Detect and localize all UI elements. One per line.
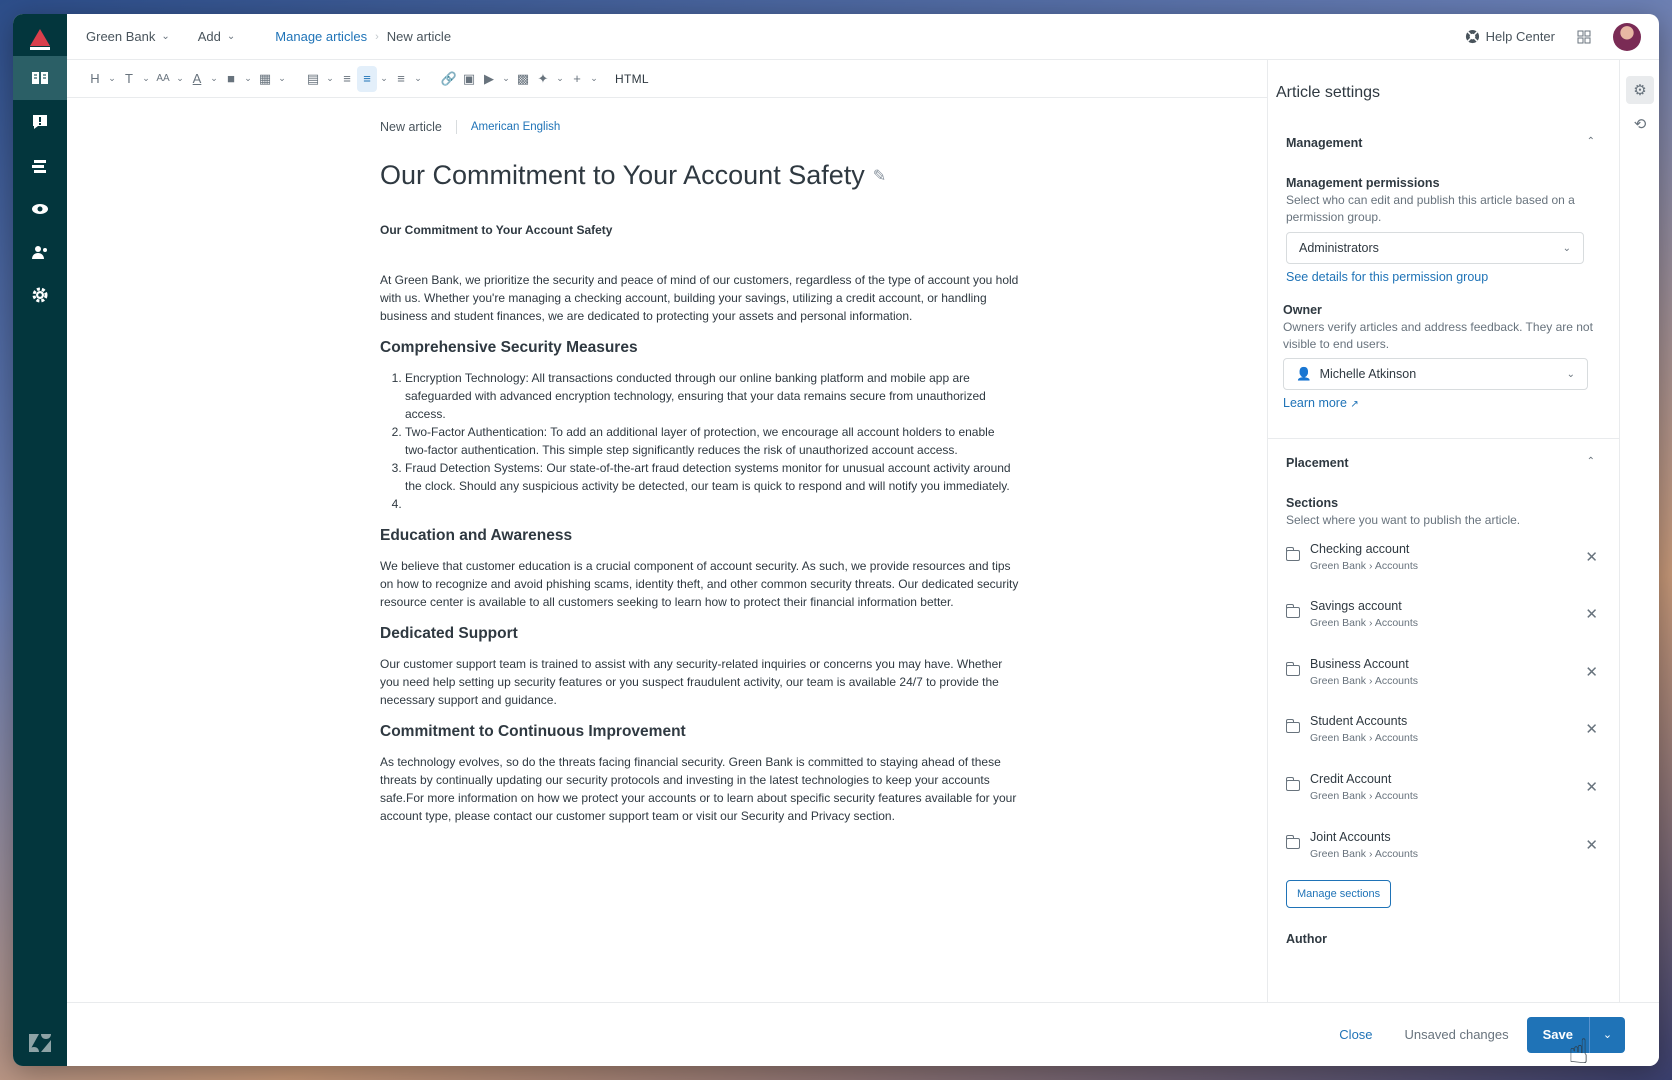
author-label: Author (1286, 932, 1327, 946)
align-icon[interactable]: ≡ (397, 71, 405, 86)
chevron-down-icon: ⌄ (1562, 242, 1571, 254)
section-item (1286, 599, 1604, 639)
add-menu[interactable] (198, 29, 236, 44)
section-name: Student Accounts (1310, 714, 1408, 728)
code-block-icon[interactable]: ▤ (306, 70, 320, 86)
paragraph-improvement: As technology evolves, so do the threats facing financial security. Green Bank is committed to staying ahead of these threats by continually updating our security protocols and investing in the latest technologies to keep your accounts safe.For more information on how we protect your accounts or to learn about specific security features available for your account type, please contact our customer support team or visit our Security and Privacy section. (380, 755, 1017, 823)
list-item: 3. Fraud Detection Systems: Our state-of-the-art fraud detection systems monitor for unusual account activity around the clock. Should any suspicious activity be detected, our team is quick to respond and will notify you immediately. (405, 459, 1020, 495)
list-item (405, 495, 1020, 513)
learn-more-label: Learn more (1283, 396, 1347, 410)
breadcrumb (235, 29, 451, 44)
section-path: Green Bank › Accounts (1310, 675, 1419, 687)
folder-icon (1286, 665, 1300, 676)
pointer-cursor-icon: ☝ (1568, 1033, 1589, 1066)
permissions-label: Management permissions (1286, 176, 1440, 190)
user-avatar[interactable] (1613, 23, 1641, 51)
section-path: Green Bank › Accounts (1310, 560, 1419, 572)
save-options-chevron-icon[interactable]: ⌄ (1589, 1017, 1625, 1053)
chevron-down-icon[interactable]: ⌄ (210, 73, 218, 83)
list-item: 1. Encryption Technology: All transactions conducted through our online banking platform and mobile app are safeguarded with advanced encryption technology, ensuring that your data remains secure from unauthorized access. (405, 369, 1020, 423)
chevron-down-icon[interactable]: ⌄ (380, 73, 388, 83)
top-bar (67, 14, 1659, 60)
close-button[interactable]: Close (1339, 1027, 1373, 1042)
chevron-down-icon[interactable]: ⌄ (590, 73, 598, 83)
apps-grid-icon[interactable] (1577, 30, 1591, 44)
remove-section-icon[interactable]: ✕ (1585, 837, 1598, 854)
language-selector[interactable]: American English (470, 121, 561, 133)
font-size-icon[interactable]: AA (156, 73, 170, 84)
chevron-down-icon: ⌄ (161, 31, 170, 42)
owner-select[interactable] (1283, 358, 1588, 390)
owner-hint: Owners verify articles and address feedback. They are not visible to end users. (1283, 320, 1593, 351)
chevron-down-icon[interactable]: ⌄ (414, 73, 422, 83)
list-item: 2. Two-Factor Authentication: To add an additional layer of protection, we encourage all account holders to enable two-factor authentication. This simple step significantly reduces the risk of unauthorized account access. (405, 423, 1020, 459)
section-path: Green Bank › Accounts (1310, 732, 1419, 744)
chevron-down-icon[interactable]: ⌄ (244, 73, 252, 83)
article-status: New article (380, 120, 457, 134)
breadcrumb-manage-articles[interactable]: Manage articles (275, 29, 368, 44)
section-divider (1268, 438, 1619, 439)
chevron-down-icon[interactable]: ⌄ (176, 73, 184, 83)
chevron-up-icon[interactable]: ⌃ (1586, 456, 1595, 467)
link-icon[interactable]: 🔗 (440, 70, 458, 86)
article-title[interactable]: Our Commitment to Your Account Safety (380, 160, 865, 190)
body-title: Our Commitment to Your Account Safety (380, 223, 613, 237)
panel-switcher (1619, 60, 1659, 1002)
paragraph-education: We believe that customer education is a crucial component of account security. As such, we provide resources and tips on how to recognize and avoid phishing scams, identity theft, and other common security threats. Our dedicated security resource center is available to all customers seeking to learn how to protect their financial information better. (380, 559, 1019, 609)
folder-icon (1286, 607, 1300, 618)
nav-knowledge-icon[interactable] (13, 56, 67, 100)
remove-section-icon[interactable]: ✕ (1585, 721, 1598, 738)
heading-support: Dedicated Support (380, 625, 518, 642)
article-settings-panel (1267, 60, 1619, 1002)
highlight-icon[interactable]: ■ (227, 71, 235, 86)
heading-icon[interactable]: H (90, 71, 100, 86)
brand-menu-label: Green Bank (86, 29, 156, 44)
user-icon: 👤 (1296, 366, 1312, 381)
editor-footer (67, 1002, 1659, 1066)
section-name: Checking account (1310, 542, 1410, 556)
html-toggle-button[interactable]: HTML (615, 71, 649, 86)
insert-plus-icon[interactable]: + (573, 71, 581, 86)
section-item (1286, 830, 1604, 870)
section-name: Savings account (1310, 599, 1402, 613)
remove-section-icon[interactable]: ✕ (1585, 779, 1598, 796)
chevron-up-icon[interactable]: ⌃ (1586, 136, 1595, 147)
help-center-label: Help Center (1485, 29, 1555, 44)
nav-settings-icon[interactable] (13, 273, 67, 317)
external-link-icon: ↗ (1350, 399, 1359, 410)
chevron-down-icon[interactable]: ⌄ (502, 73, 510, 83)
section-name: Joint Accounts (1310, 830, 1391, 844)
remove-section-icon[interactable]: ✕ (1585, 606, 1598, 623)
table-icon[interactable]: ▦ (258, 70, 272, 86)
nav-arrange-icon[interactable] (13, 144, 67, 188)
breadcrumb-separator-icon: › (375, 30, 379, 43)
product-nav (13, 14, 67, 1066)
numbered-list-icon[interactable]: ≡ (357, 66, 377, 92)
management-heading[interactable]: Management (1286, 136, 1363, 150)
section-name: Business Account (1310, 657, 1409, 671)
permission-group-select[interactable] (1286, 232, 1584, 264)
nav-users-icon[interactable] (13, 230, 67, 274)
magic-wand-icon[interactable]: ✦ (537, 70, 549, 86)
chevron-down-icon: ⌄ (226, 31, 236, 42)
heading-security: Comprehensive Security Measures (380, 339, 638, 356)
section-path: Green Bank › Accounts (1310, 617, 1419, 629)
security-list (380, 369, 1020, 513)
folder-icon (1286, 780, 1300, 791)
gear-icon[interactable]: ⚙ (1626, 76, 1654, 104)
learn-more-link[interactable] (1283, 396, 1359, 410)
article-editor[interactable] (67, 98, 1267, 986)
section-item (1286, 714, 1604, 754)
folder-icon (1286, 550, 1300, 561)
sections-hint: Select where you want to publish the article. (1286, 513, 1521, 527)
zendesk-logo-icon[interactable] (27, 1032, 53, 1054)
bullet-list-icon[interactable]: ≡ (343, 71, 351, 86)
chevron-down-icon: ⌄ (1566, 368, 1575, 380)
brand-menu[interactable] (86, 29, 170, 44)
app-window (13, 14, 1659, 1066)
section-path: Green Bank › Accounts (1310, 790, 1419, 802)
save-button[interactable]: Save (1527, 1017, 1589, 1053)
section-item (1286, 542, 1604, 582)
body-intro: At Green Bank, we prioritize the security and peace of mind of our customers, regardless of the type of account you hold with us. Whether you're managing a checking account, building your savings, utilizing a credit account, or handling business and student finances, we are dedicated to protecting your assets and personal information. (380, 273, 1019, 323)
permissions-hint: Select who can edit and publish this article based on a permission group. (1286, 193, 1575, 224)
save-status: Unsaved changes (1404, 1027, 1509, 1042)
text-color-icon[interactable]: A (192, 71, 202, 86)
history-icon[interactable]: ⟲ (1633, 116, 1647, 133)
section-item (1286, 657, 1604, 697)
owner-value: Michelle Atkinson (1319, 367, 1417, 381)
remove-section-icon[interactable]: ✕ (1585, 549, 1598, 566)
heading-education: Education and Awareness (380, 527, 573, 544)
section-name: Credit Account (1310, 772, 1392, 786)
chevron-down-icon[interactable]: ⌄ (278, 73, 286, 83)
section-item (1286, 772, 1604, 812)
content-block-icon[interactable]: ▩ (516, 70, 530, 86)
section-path: Green Bank › Accounts (1310, 848, 1419, 860)
permission-group-value: Administrators (1299, 241, 1379, 255)
nav-alert-icon[interactable] (13, 100, 67, 144)
image-icon[interactable]: ▣ (462, 70, 476, 86)
chevron-down-icon[interactable]: ⌄ (556, 73, 564, 83)
media-icon[interactable]: ▶ (484, 70, 494, 86)
permission-details-link[interactable]: See details for this permission group (1286, 270, 1489, 284)
help-center-link[interactable] (1465, 29, 1555, 44)
placement-heading[interactable]: Placement (1286, 456, 1349, 470)
panel-title: Article settings (1276, 84, 1381, 101)
article-meta (380, 120, 1020, 134)
owner-label: Owner (1283, 303, 1322, 317)
chevron-down-icon[interactable]: ⌄ (142, 73, 150, 83)
paragraph-support: Our customer support team is trained to assist with any security-related inquiries or concerns you may have. Whether you need help setting up security features or you suspect fraudulent activity, our team is available 24/7 to provide the necessary support and guidance. (380, 657, 1003, 707)
breadcrumb-current: New article (386, 29, 452, 44)
lifebuoy-icon (1465, 29, 1480, 44)
add-menu-label: Add (197, 29, 221, 44)
chevron-down-icon[interactable]: ⌄ (326, 73, 334, 83)
manage-sections-button[interactable]: Manage sections (1286, 880, 1391, 908)
folder-icon (1286, 838, 1300, 849)
article-body[interactable] (380, 221, 1020, 825)
pencil-icon[interactable]: ✎ (872, 167, 887, 185)
nav-view-icon[interactable] (13, 187, 67, 231)
folder-icon (1286, 722, 1300, 733)
heading-improvement: Commitment to Continuous Improvement (380, 723, 686, 740)
remove-section-icon[interactable]: ✕ (1585, 664, 1598, 681)
chevron-down-icon[interactable]: ⌄ (108, 73, 116, 83)
sections-label: Sections (1286, 496, 1339, 510)
editor-toolbar (67, 60, 1267, 98)
guide-logo-icon[interactable] (27, 26, 53, 52)
text-style-icon[interactable]: T (125, 71, 133, 86)
